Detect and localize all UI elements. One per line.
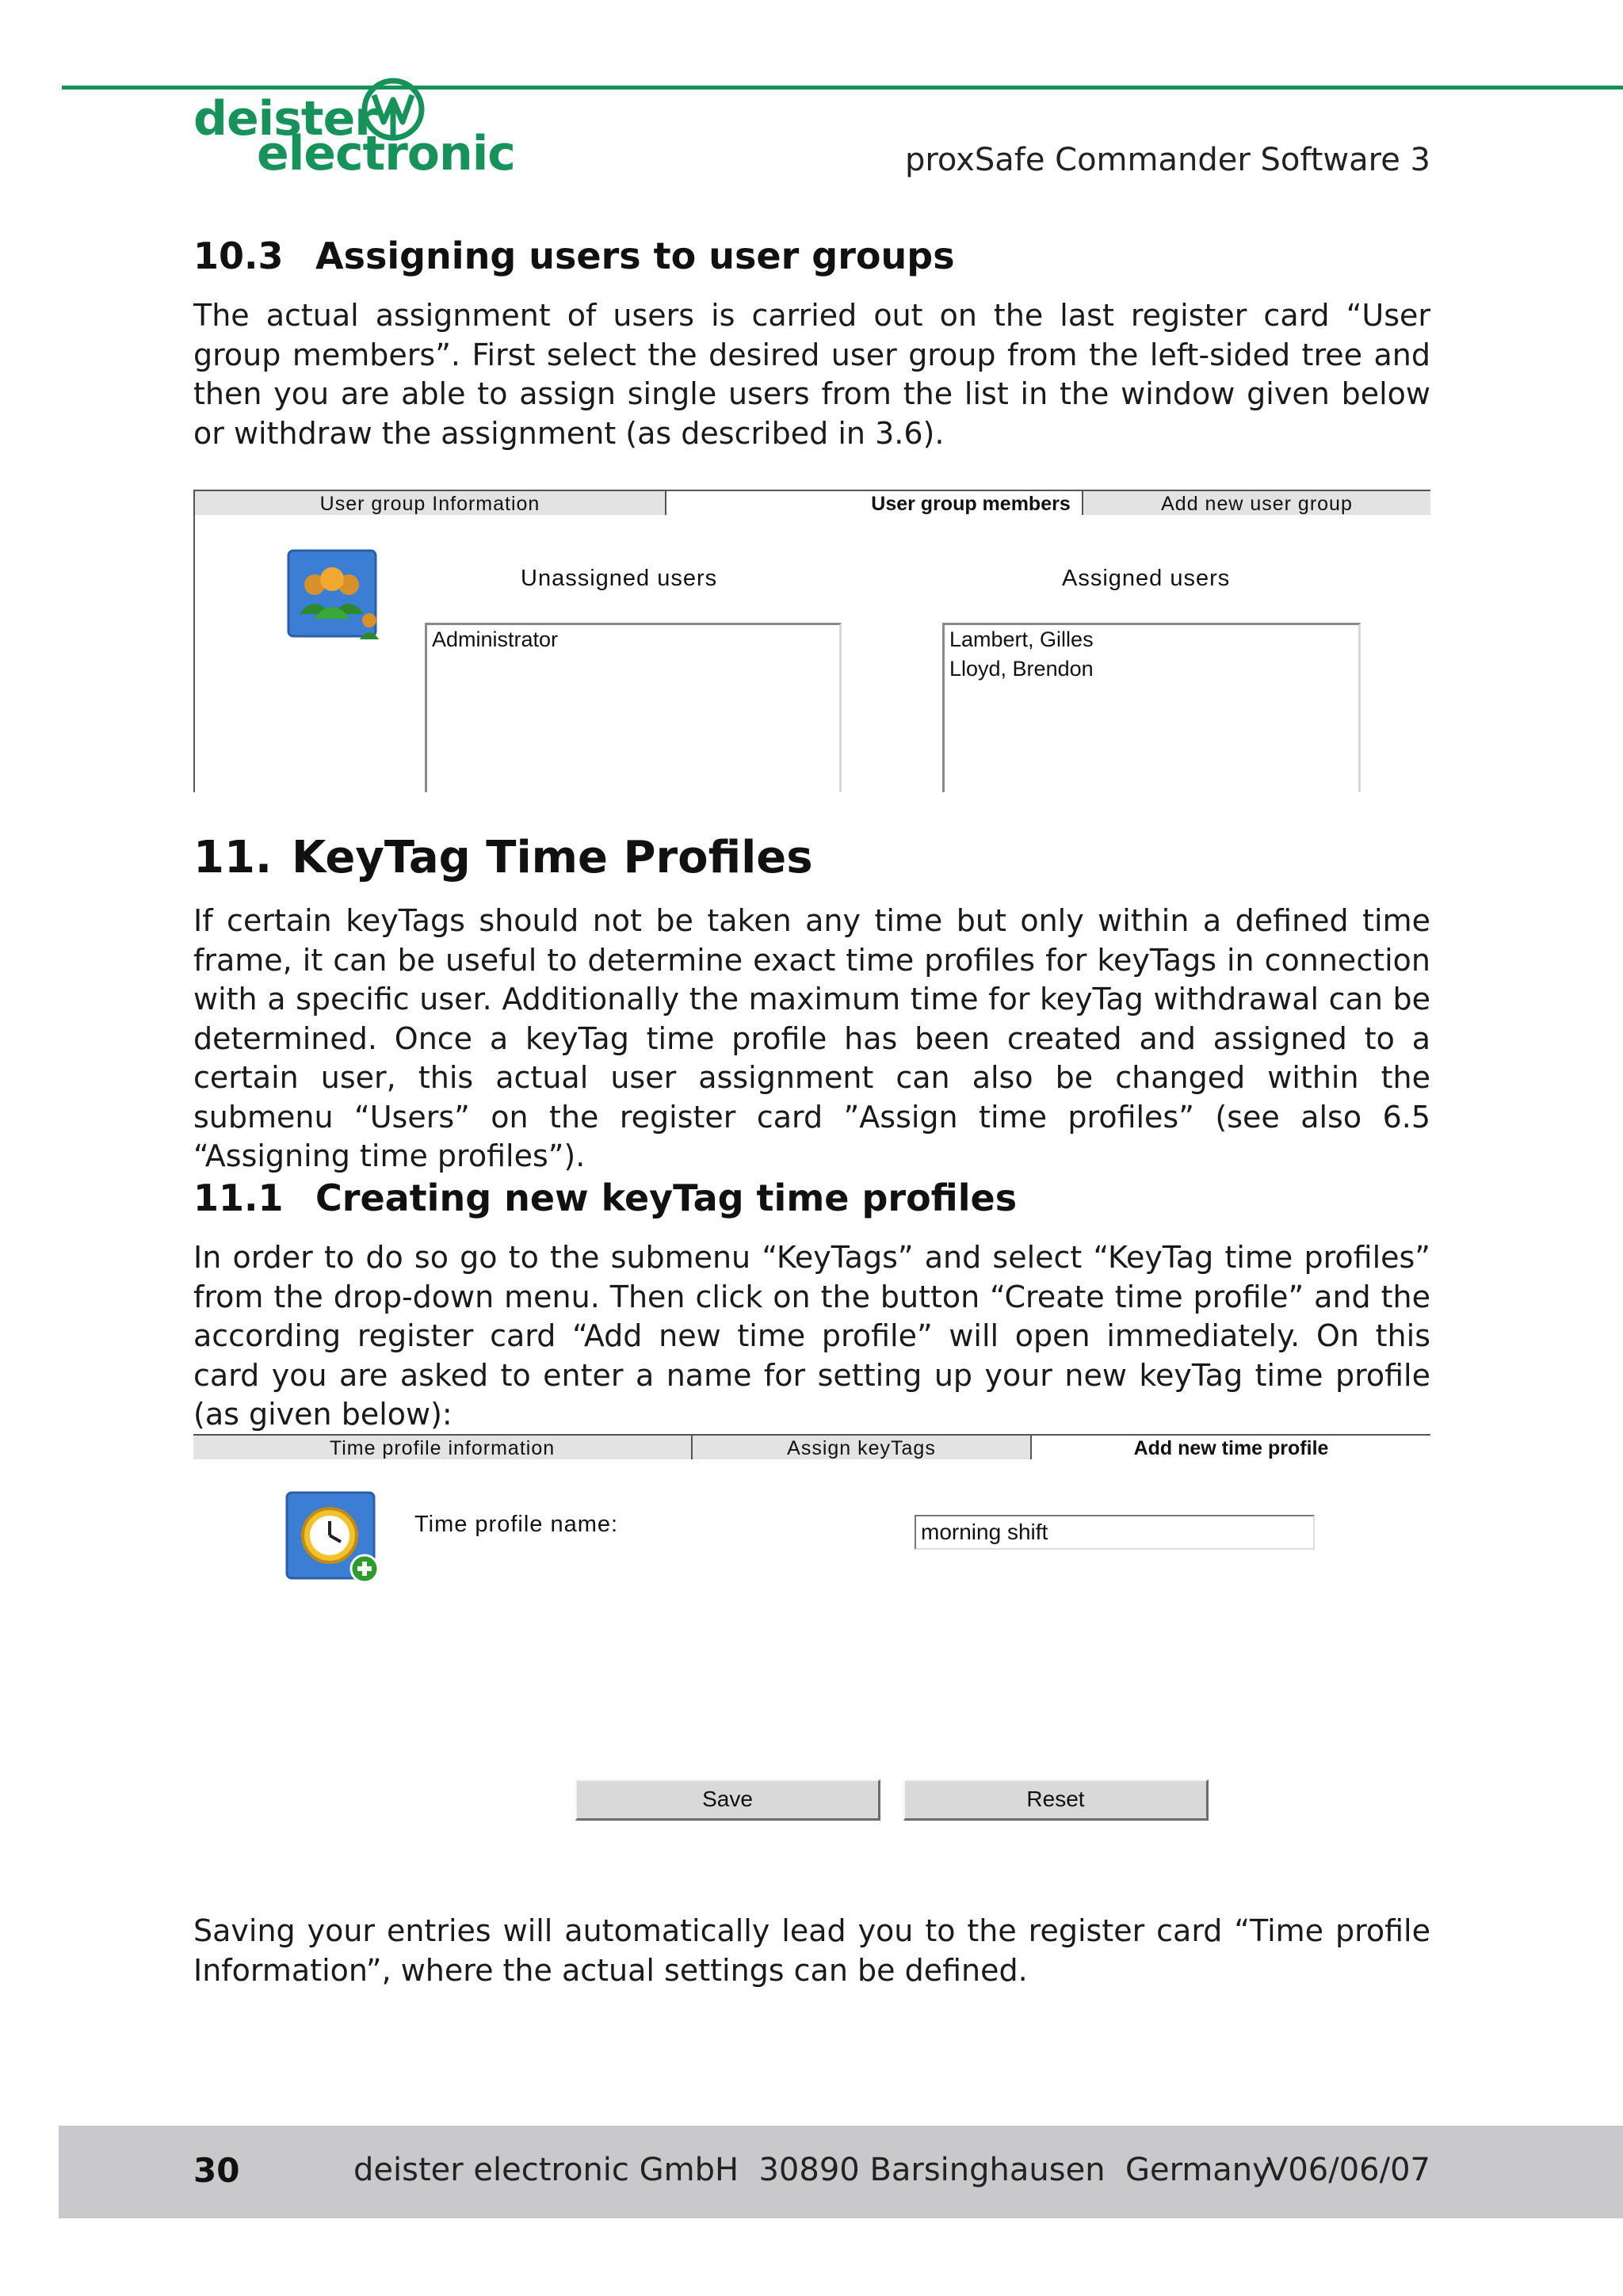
list-item[interactable]: Lambert, Gilles bbox=[949, 627, 1094, 651]
section-heading-10-3 bbox=[193, 234, 955, 278]
section-body-11: If certain keyTags should not be taken any time but only within a defined time frame, it can be useful to determine exact time profiles for keyTags in connection with a specific user. Additionally the maximum time for keyTag withdrawal can be determined. Once a keyTag time profile has been created and assigned to a certain user, this actual user assignment can also be changed within the submenu “Users” on the register card ”Assign time profiles” (see also 6.5 “Assigning time profiles”). bbox=[193, 903, 1430, 1173]
logo-line2: electronic bbox=[257, 126, 515, 181]
assigned-users-label: Assigned users bbox=[1062, 566, 1231, 591]
logo-line1: deister bbox=[193, 91, 377, 147]
tab-add-new-user-group[interactable]: Add new user group bbox=[1082, 490, 1430, 515]
tab-time-profile-information[interactable]: Time profile information bbox=[193, 1434, 693, 1459]
section-title: Assigning users to user groups bbox=[315, 235, 955, 277]
unassigned-users-list[interactable] bbox=[425, 623, 842, 792]
tab-assign-keytags[interactable]: Assign keyTags bbox=[691, 1434, 1032, 1459]
section-heading-11 bbox=[193, 832, 813, 884]
time-profile-name-input[interactable]: morning shift bbox=[915, 1515, 1315, 1550]
panel-left-border bbox=[193, 515, 195, 792]
save-button[interactable]: Save bbox=[575, 1779, 880, 1821]
user-group-members-panel bbox=[193, 490, 1430, 792]
tab-user-group-information[interactable]: User group Information bbox=[193, 490, 666, 515]
unassigned-users-label: Unassigned users bbox=[521, 566, 718, 591]
time-profile-name-label: Time profile name: bbox=[414, 1512, 619, 1537]
page-number: 30 bbox=[193, 2151, 240, 2190]
section-body-10-3: The actual assignment of users is carried out on the last register card “User group members”. First select the desired user group from the left-sided tree and then you are able to assign single users from the list in the window given below or withdraw the assignment (as described in 3.6). bbox=[193, 298, 1430, 451]
footer-version: V06/06/07 bbox=[1266, 2152, 1430, 2188]
company-logo bbox=[193, 76, 515, 181]
section-title: KeyTag Time Profiles bbox=[292, 832, 813, 883]
logo-antenna-icon bbox=[360, 76, 426, 143]
section-heading-11-1 bbox=[193, 1176, 1017, 1220]
section-number: 11. bbox=[193, 832, 273, 883]
list-item[interactable]: Lloyd, Brendon bbox=[949, 657, 1094, 681]
section-closing-11-1: Saving your entries will automatically lead you to the register card “Time profile Information”, where the actual settings can be defined. bbox=[193, 1913, 1430, 1988]
tab-user-group-members[interactable]: User group members bbox=[666, 490, 1275, 515]
section-number: 11.1 bbox=[193, 1177, 284, 1219]
clock-add-icon bbox=[285, 1491, 385, 1586]
assigned-users-list[interactable] bbox=[942, 623, 1361, 792]
document-title: proxSafe Commander Software 3 bbox=[904, 142, 1430, 178]
reset-button[interactable]: Reset bbox=[903, 1779, 1209, 1821]
list-item[interactable]: Administrator bbox=[432, 627, 559, 651]
page-footer bbox=[59, 2126, 1623, 2218]
section-number: 10.3 bbox=[193, 235, 284, 277]
add-time-profile-panel bbox=[193, 1434, 1430, 1830]
section-body-11-1: In order to do so go to the submenu “KeyTags” and select “KeyTag time profiles” from the drop-down menu. Then click on the button “Create time profile” and the according register card “Add new time profile” will open immediately. On this card you are asked to enter a name for setting up your new keyTag time profile (as given below): bbox=[193, 1240, 1430, 1432]
tab-add-new-time-profile[interactable]: Add new time profile bbox=[1032, 1434, 1430, 1459]
user-group-icon bbox=[287, 549, 385, 643]
footer-company: deister electronic GmbH 30890 Barsinghausen Germany bbox=[353, 2152, 1271, 2188]
section-title: Creating new keyTag time profiles bbox=[315, 1177, 1018, 1219]
